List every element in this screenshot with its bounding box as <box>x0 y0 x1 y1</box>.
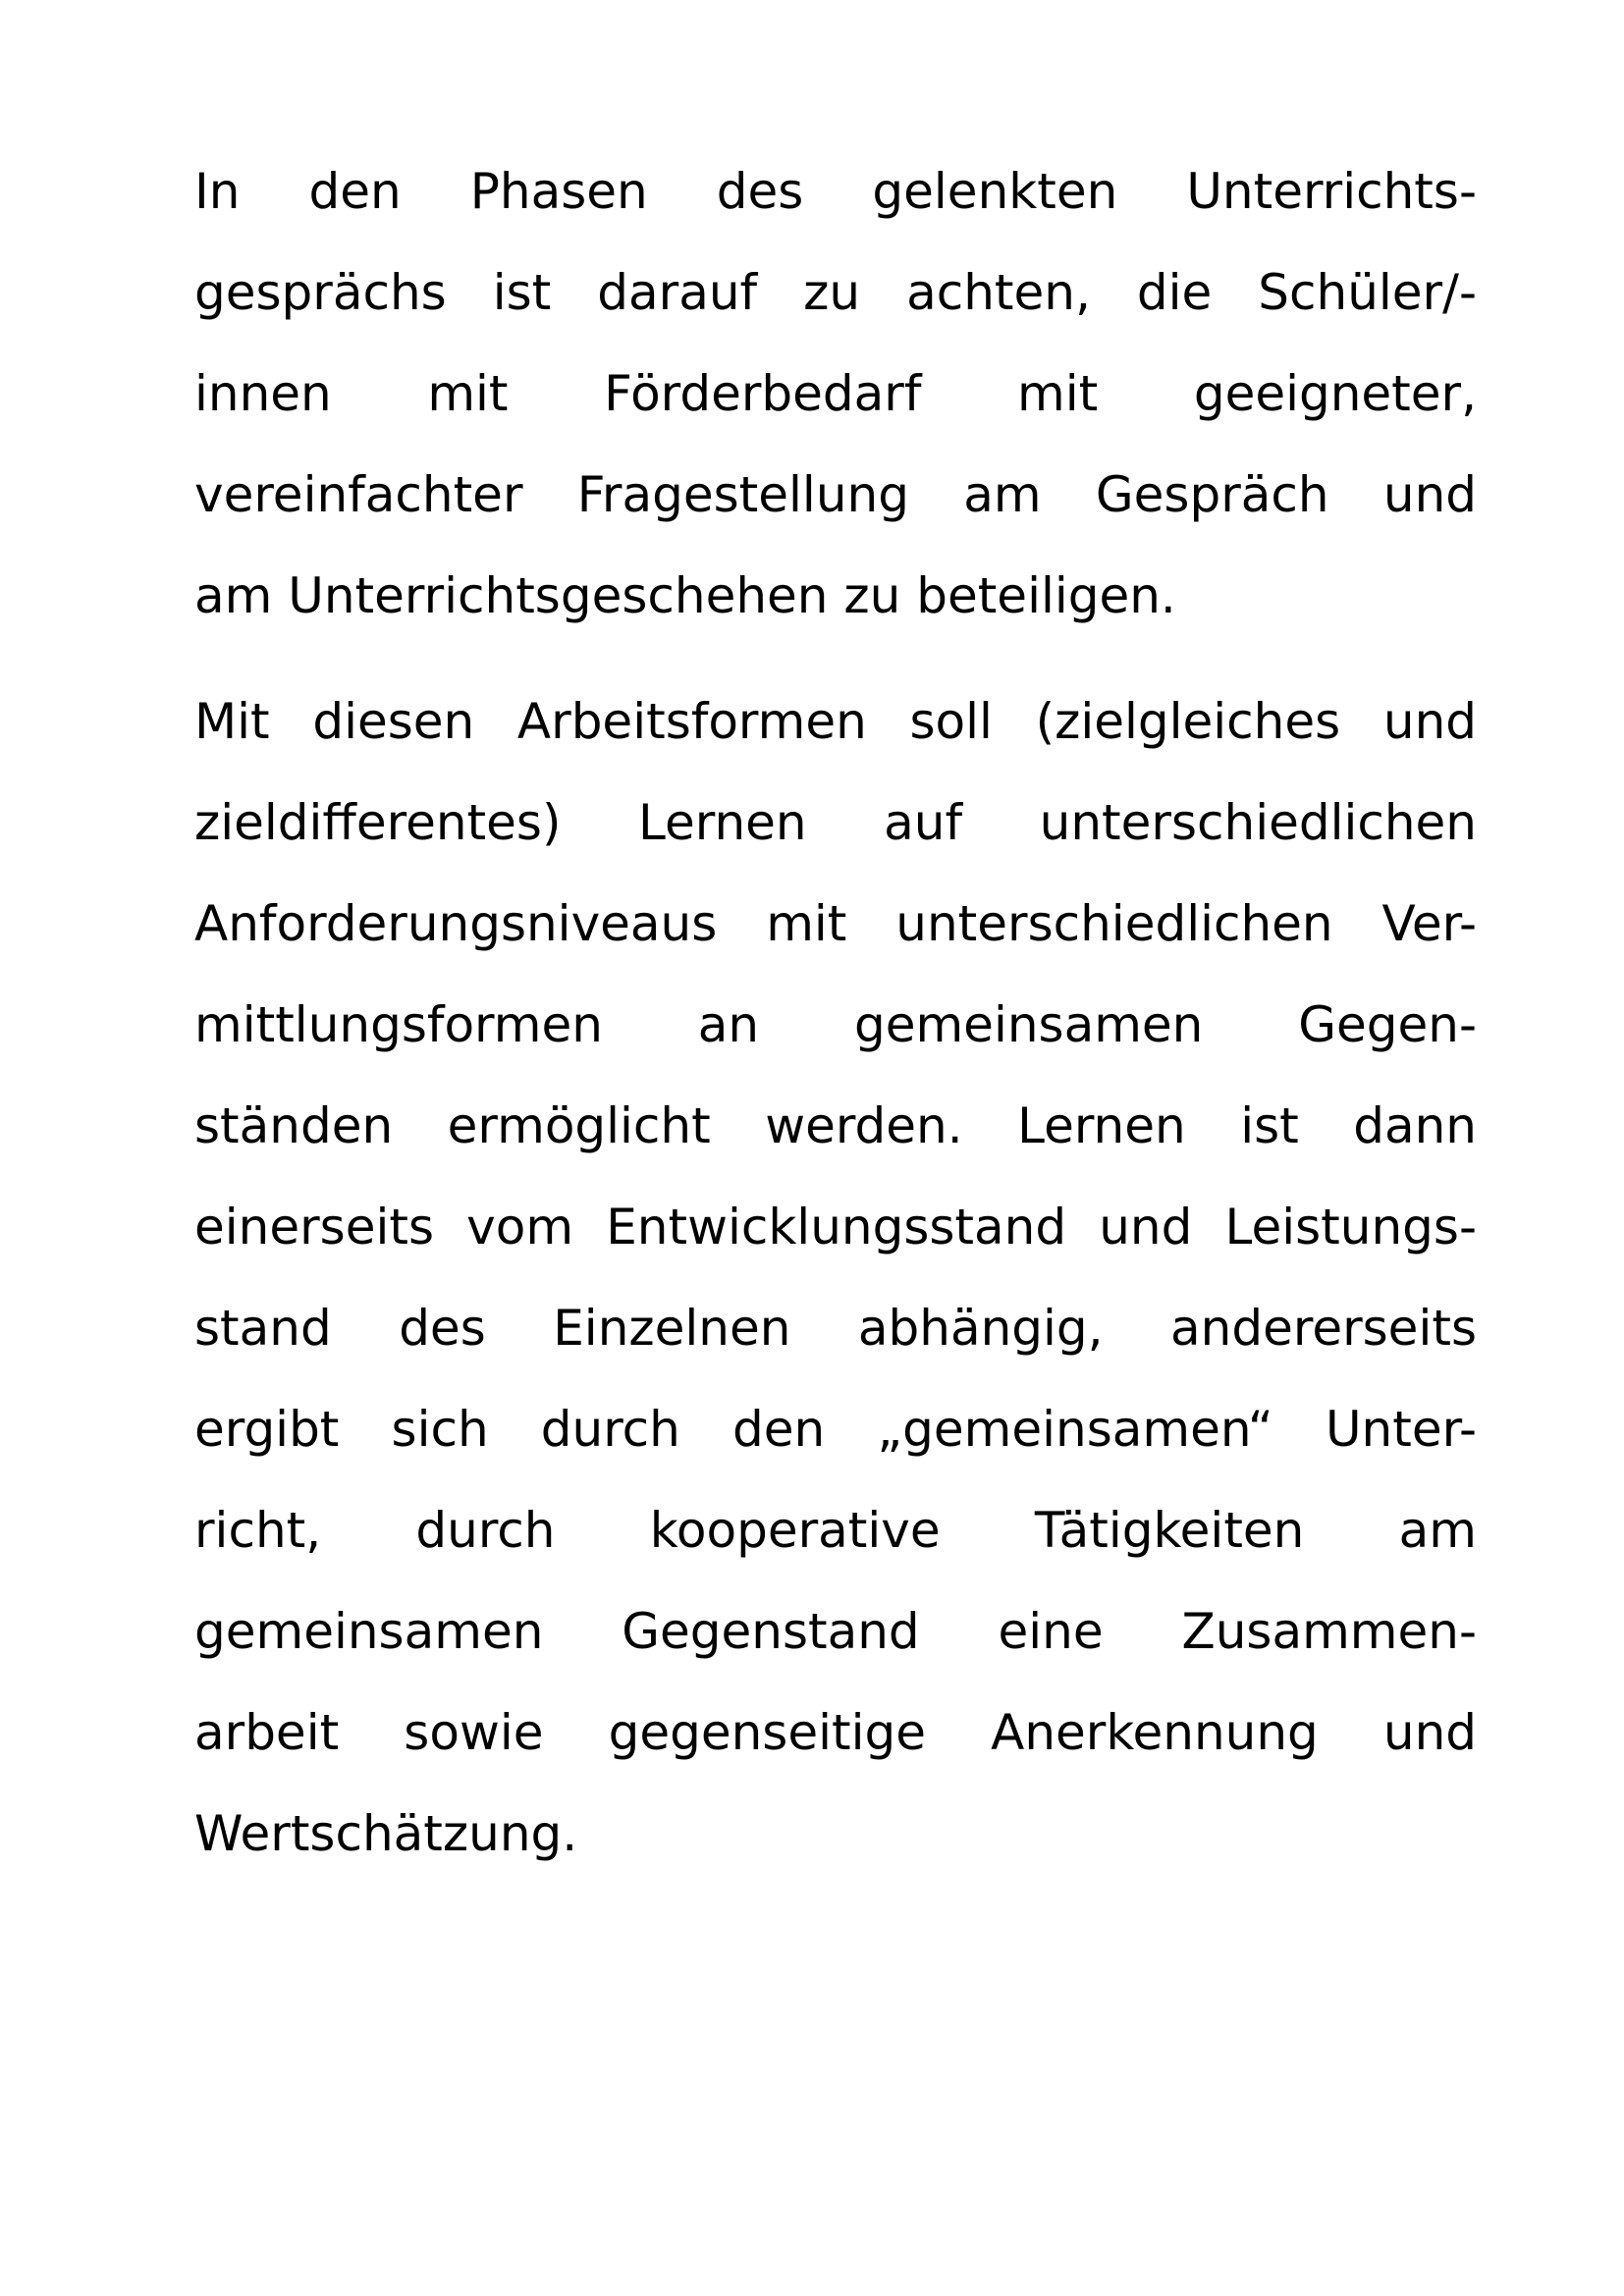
paragraph-line: zieldifferentes) Lernen auf unterschiedlichen <box>194 794 1477 851</box>
paragraph-line: arbeit sowie gegenseitige Anerkennung und <box>194 1704 1477 1761</box>
paragraph-line: In den Phasen des gelenkten Unterrichts- <box>194 163 1477 220</box>
paragraph-line: einerseits vom Entwicklungsstand und Leistungs- <box>194 1199 1477 1255</box>
paragraph-line: ergibt sich durch den „gemeinsamen“ Unter- <box>194 1401 1477 1458</box>
paragraph-line: stand des Einzelnen abhängig, andererseits <box>194 1300 1477 1357</box>
paragraph-line: Wertschätzung. <box>194 1805 578 1862</box>
paragraph-line: mittlungsformen an gemeinsamen Gegen- <box>194 996 1477 1053</box>
paragraph-line: vereinfachter Fragestellung am Gespräch und <box>194 466 1477 523</box>
paragraph-line: am Unterrichtsgeschehen zu beteiligen. <box>194 567 1176 624</box>
paragraph-line: Anforderungsniveaus mit unterschiedlichen Ver- <box>194 895 1477 952</box>
paragraph-line: richt, durch kooperative Tätigkeiten am <box>194 1502 1477 1559</box>
paragraph-2 <box>194 671 1477 1885</box>
paragraph-line: Mit diesen Arbeitsformen soll (zielgleiches und <box>194 693 1477 750</box>
paragraph-line: gemeinsamen Gegenstand eine Zusammen- <box>194 1603 1477 1660</box>
paragraph-line: ständen ermöglicht werden. Lernen ist dann <box>194 1097 1477 1154</box>
paragraph-line: gesprächs ist darauf zu achten, die Schüler/- <box>194 264 1477 321</box>
paragraph-line: innen mit Förderbedarf mit geeigneter, <box>194 365 1477 422</box>
paragraph-1 <box>194 141 1477 647</box>
